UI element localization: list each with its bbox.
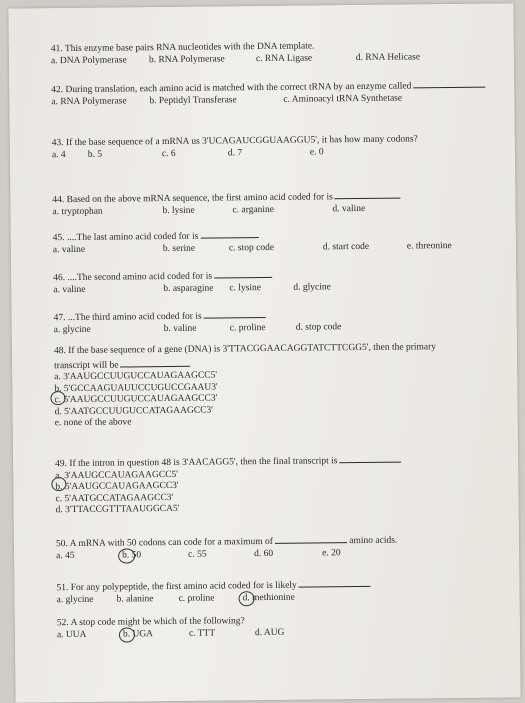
question-49 [55, 452, 496, 517]
option-d: d. glycine [293, 281, 331, 293]
option-a: a. 4 [51, 149, 66, 160]
question-number: 42. [51, 85, 64, 96]
option-c: c. stop code [228, 242, 275, 253]
option-e: e. threonine [406, 240, 452, 252]
answer-blank [339, 453, 401, 464]
option-d: d. 3'TTACCGTTTAAUGGCA5' [55, 503, 180, 516]
question-51 [56, 576, 496, 607]
question-text: ...The third amino acid coded for is [67, 311, 202, 324]
answer-blank [335, 189, 401, 200]
question-text: A mRNA with 50 codons can code for a maximum of [69, 536, 273, 550]
option-b: b. RNA Polymerase [148, 53, 225, 65]
question-text: A stop code might be which of the following? [70, 616, 245, 629]
option-c: c. arganine [232, 204, 275, 215]
option-d: d. start code [322, 241, 370, 252]
option-a: a. DNA Polymerase [50, 54, 127, 66]
question-text: If the base sequence of a mRNA us 3'UCAGAUCGGUAAGGU5', it has how many codons? [65, 134, 418, 149]
option-a: a. valine [53, 284, 86, 295]
option-b: b. UGA [122, 628, 154, 639]
option-a: a. 45 [56, 550, 75, 561]
question-text: ....The last amino acid coded for is [66, 231, 199, 244]
option-d: d. AUG [254, 627, 285, 638]
worksheet-page [8, 3, 520, 702]
answer-blank [413, 78, 485, 89]
option-b: b. Peptidyl Transferase [149, 94, 237, 106]
question-number: 43. [51, 138, 64, 149]
question-50 [56, 532, 496, 563]
question-number: 50. [55, 539, 68, 550]
answer-blank [299, 577, 371, 588]
question-text: If the intron in question 48 is 3'AACAGG5', then the final transcript is [69, 456, 338, 470]
answer-blank [120, 356, 190, 367]
question-text: Based on the above mRNA sequence, the first amino acid coded for is [66, 192, 333, 206]
option-b: b. alanine [116, 593, 154, 605]
question-46 [53, 266, 493, 297]
question-text: During translation, each amino acid is matched with the correct tRNA by an enzyme called [65, 81, 412, 96]
question-number: 49. [55, 459, 68, 470]
question-number: 47. [53, 313, 66, 324]
question-text: ....The second amino acid coded for is [67, 271, 213, 284]
option-b: b. 5 [87, 149, 103, 160]
answer-blank [200, 228, 258, 239]
option-c: c. 55 [188, 549, 207, 560]
option-a: a. 3'AAUGCCUUGUCCAUAGAAGCC5' [54, 370, 218, 383]
question-45 [53, 226, 493, 257]
option-a: a. RNA Polymerase [51, 95, 127, 107]
option-b: b. 5'GCCAAGUAUUCCUGUCCGAAU3' [54, 381, 218, 394]
option-c: c. lysine [229, 282, 262, 293]
answer-blank [204, 308, 266, 319]
option-e: e. 0 [309, 146, 324, 158]
option-b: b. 5'AAUGCCAUAGAAGCC3' [55, 480, 179, 493]
question-47 [54, 306, 494, 337]
option-b: b. 50 [122, 549, 142, 561]
option-c: c. TTT [188, 628, 216, 639]
option-c: c. 5'AATGCCATAGAAGCC3' [55, 492, 174, 504]
option-c: c. 5'AAUGCCUUGUCCAUAGAAGCC3' [54, 393, 218, 406]
option-e: e. 20 [322, 547, 341, 558]
option-c: c. RNA Ligase [255, 52, 313, 64]
question-48 [54, 342, 495, 430]
question-number: 41. [50, 44, 63, 55]
question-number: 46. [53, 273, 66, 284]
question-42 [51, 78, 491, 109]
question-text: This enzyme base pairs RNA nucleotides with the DNA template. [64, 41, 315, 55]
option-a: a. glycine [56, 594, 94, 605]
option-d: d. RNA Helicase [355, 51, 421, 63]
option-a: a. valine [52, 244, 86, 255]
question-number: 48. [53, 346, 66, 357]
question-41 [51, 40, 491, 68]
question-number: 51. [56, 583, 69, 594]
option-a: a. tryptophan [52, 206, 103, 217]
option-c: c. proline [229, 322, 266, 333]
option-c: c. proline [178, 593, 215, 604]
question-number: 45. [52, 233, 65, 244]
option-a: a. UUA [56, 629, 87, 640]
answer-blank [214, 268, 272, 279]
option-a: a. glycine [53, 324, 91, 335]
option-d: d. valine [332, 203, 366, 214]
question-43 [52, 134, 492, 162]
option-d: d. 7 [227, 147, 243, 158]
answer-blank [275, 533, 347, 544]
option-e: e. none of the above [54, 417, 132, 429]
question-text-end: amino acids. [349, 535, 398, 547]
option-d: d. methionine [242, 592, 295, 603]
option-b: b. serine [162, 243, 196, 254]
option-d: d. 5'AATGCCUUGUCCATAGAAGCC3' [54, 405, 214, 417]
question-number: 52. [56, 618, 69, 629]
question-52 [57, 614, 497, 642]
option-b: b. lysine [162, 205, 195, 216]
option-d: d. 60 [254, 548, 274, 559]
question-number: 44. [52, 195, 65, 206]
option-d: d. stop code [295, 321, 342, 333]
question-text: For any polypeptide, the first amino acid coded for is likely [70, 580, 297, 594]
option-c: c. Aminoacyl tRNA Synthetase [283, 93, 403, 105]
option-c: c. 6 [161, 148, 176, 159]
question-text: If the base sequence of a gene (DNA) is 3'TTACGGAACAGGTATCTTCGG5', then the primary transcript will be [54, 342, 439, 371]
option-b: b. asparagine [163, 283, 214, 294]
question-44 [52, 188, 492, 219]
option-b: b. valine [163, 323, 197, 334]
option-a: a. 3'AAUGCCAUAGAAGCC5' [55, 469, 179, 481]
